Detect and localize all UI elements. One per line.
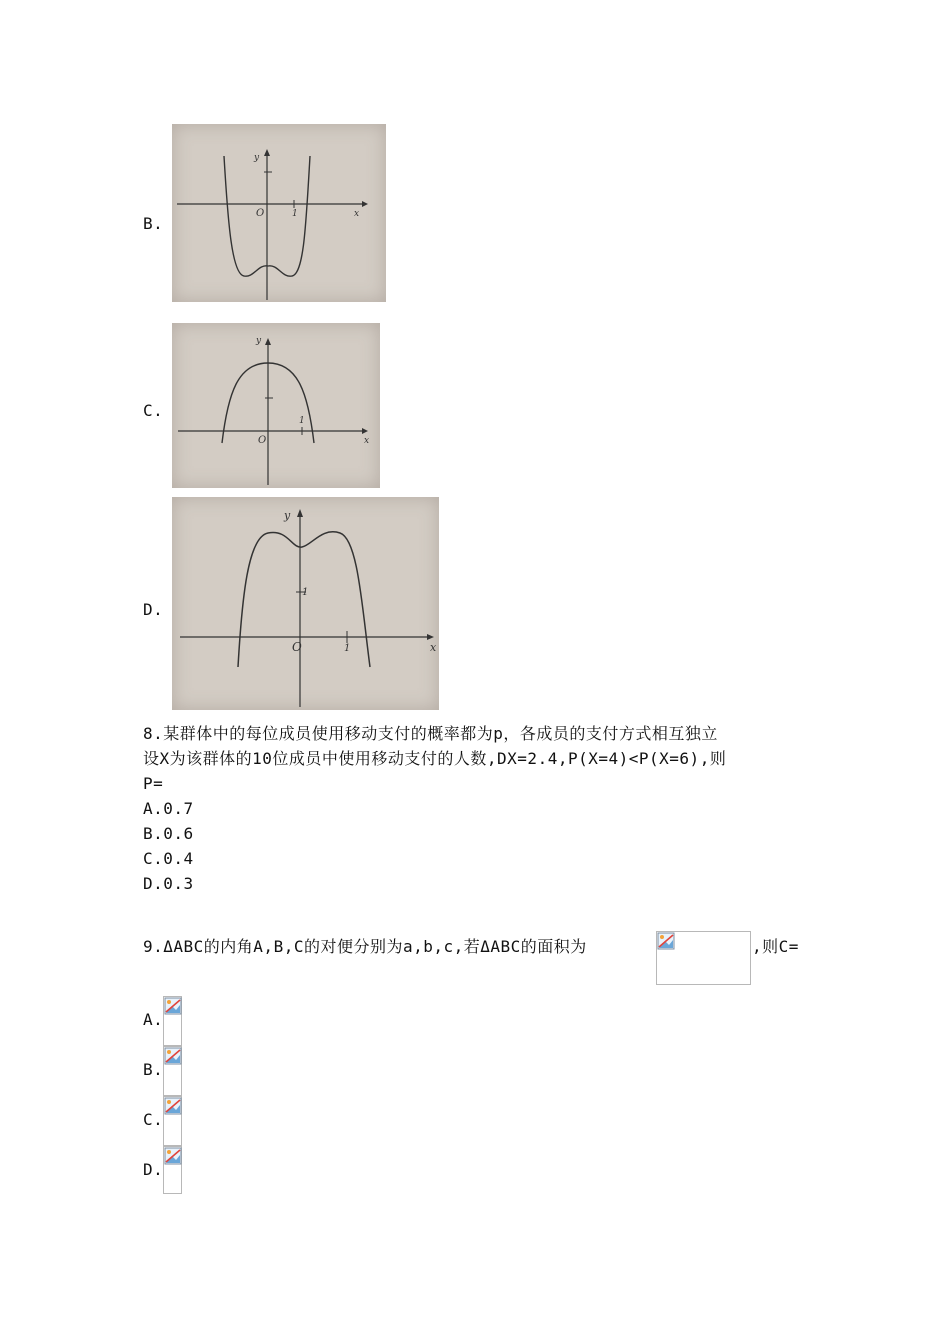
origin-label: O: [256, 208, 265, 219]
broken-image-icon: [164, 1147, 182, 1165]
q8-option-d: D.0.3: [143, 874, 194, 893]
origin-label: O: [258, 435, 267, 446]
q9-stem-tail: ,则C=: [752, 937, 799, 956]
x-axis-label: x: [364, 436, 370, 446]
q8-stem-line2: 设X为该群体的10位成员中使用移动支付的人数,DX=2.4,P(X=4)<P(X=6),则: [143, 749, 727, 768]
q8-stem-line3: P=: [143, 774, 164, 793]
q9-option-b-label: B.: [143, 1060, 164, 1079]
broken-image-icon: [164, 1047, 182, 1065]
broken-image-icon: [657, 932, 675, 950]
y-axis-label: y: [254, 153, 260, 163]
broken-image-icon: [164, 1097, 182, 1115]
q9-option-c-image: [163, 1096, 182, 1146]
q9-option-c-label: C.: [143, 1110, 164, 1129]
q9-stem: 9.ΔABC的内角A,B,C的对便分别为a,b,c,若ΔABC的面积为: [143, 937, 587, 956]
option-b-label: B.: [143, 214, 164, 233]
option-d-label: D.: [143, 600, 164, 619]
graph-c-image: [172, 323, 380, 488]
q8-option-b: B.0.6: [143, 824, 194, 843]
option-c-label: C.: [143, 401, 164, 420]
x-axis-label: x: [430, 641, 437, 654]
y-axis-label: y: [256, 336, 262, 346]
q9-option-d-label: D.: [143, 1160, 164, 1179]
q9-option-a-label: A.: [143, 1010, 164, 1029]
q8-option-a: A.0.7: [143, 799, 194, 818]
q8-option-c: C.0.4: [143, 849, 194, 868]
q9-option-a-image: [163, 996, 182, 1046]
x-axis-label: x: [354, 209, 360, 219]
tick-one-label: 1: [292, 209, 298, 219]
y-axis-label: y: [284, 509, 291, 522]
origin-label: O: [292, 640, 302, 654]
tick-one-y-label: 1: [302, 587, 309, 598]
broken-image-icon: [164, 997, 182, 1015]
q8-stem-line1: 8.某群体中的每位成员使用移动支付的概率都为p，各成员的支付方式相互独立: [143, 724, 718, 743]
q9-area-formula-image: [656, 931, 751, 985]
graph-b-image: [172, 124, 386, 302]
tick-one-label: 1: [344, 643, 351, 654]
q9-option-b-image: [163, 1046, 182, 1096]
q9-option-d-image: [163, 1146, 182, 1194]
graph-d-image: [172, 497, 439, 710]
tick-one-label: 1: [299, 416, 305, 426]
